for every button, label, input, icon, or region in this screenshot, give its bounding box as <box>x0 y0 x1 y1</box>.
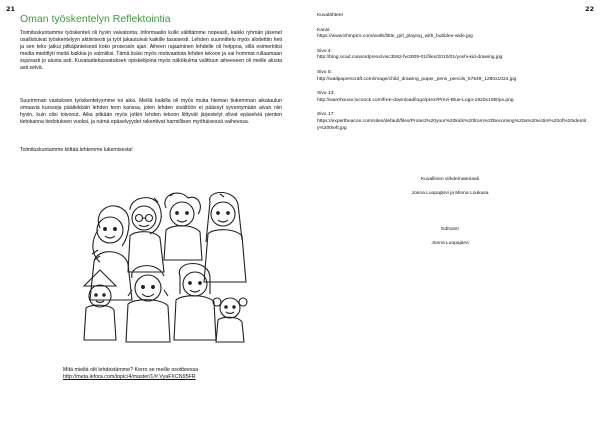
credit-url: https://expertbeacon.com/sites/default/files/Protect%20your%20kids%20from%20becoming%20a%20victim%20of%20identity%20theft.jpg <box>317 118 587 131</box>
page-number-left: 21 <box>6 5 16 13</box>
credit-url: http://blog.ocad.ca/wordpress/visc3b92-fw2009-01/files/2010/01/yoshi-kid-drawing.jpg <box>317 55 503 61</box>
image-credits <box>317 13 589 140</box>
credit-label: Sivu 13: <box>317 91 335 97</box>
credit-item <box>317 28 589 41</box>
editing-heading: Editointi <box>441 227 459 232</box>
credit-url: https://www.bhmpics.com/walls/little_girl_playing_with_bubbles-wide.jpg <box>317 34 473 40</box>
right-page <box>300 0 600 424</box>
article-title: Oman työskentelyn Reflektointia <box>20 13 171 25</box>
credit-item <box>317 91 589 104</box>
editor-name: Jonna Luopajärvi <box>431 241 469 246</box>
credits-heading: Kuvalähteet <box>317 13 343 18</box>
credit-item <box>317 112 589 132</box>
credit-url: http://warehouse.locoock.com/free-download/logo/prezi/Prezi-Blue-Logo-1920x1080px.png <box>317 97 514 103</box>
paragraph: Suurimman vastuksen työskentelyymme toi aika. Meillä kaikilla oli myös muita hieman tiukemman aikataulun omaavia kursseja päällekkäin lehden teon kanssa, joten lehden sisältöön ei päässyt syventymään aivan niin hyvin, kuin olisi toivonut. Aika pitkään myös jotkin lehden tekoon liittyvät järjestelyt olivat epäselviä pienten tietokanna tiedotuksen vuoksi, ja nämä epäselvyydet rakentivat harmillisen myöhäisessä vaiheessa. <box>20 98 282 125</box>
feedback-question: Mitä mieltä olit lehdestämme? Kerro se meille osoitteessa <box>63 367 199 373</box>
paragraph: Toimituskuntamme työskenteli oli hyvin vaivatonta; Informaatio kulki välittämme nopeasti, kaikki ryhmän jäsenet osallistuivat työskentelyyn aktiivisesti ja työt jakautuivat kaikille tasaisesti. Lehden suunnittelu myös aloitettiin heti ja sen teko jatkui pitkäjänteisesti koko prosessin ajan. Aiheen rajaaminen lehdelle oli helppoa, sillä esimerkiksi media mietittyti meitä kaikkia jo valmiiksi. Tämä lisäsi myös motivaatiota lehden tekoon ja sai hommat rullaamaan sujuvasti jo alusta asti. Kuvataidekasvatuksen opiskelijoina myös näkökulma valittuun aiheeseen oli meille alusta asti selvä. <box>20 30 282 71</box>
credit-item <box>317 70 589 83</box>
paragraph: Toimituskuntamme kiittää lehtemme lukemisesta! <box>20 147 133 153</box>
credit-label: Kansi: <box>317 27 331 33</box>
illustrations-heading: Kuvallinen viihdemateriaali <box>421 177 479 182</box>
illustrators-names: Jonna Luopajärvi ja Minna Loukusa <box>411 191 489 196</box>
credit-label: Sivu 5: <box>317 69 332 75</box>
credit-url: http://wallpaperscraft.com/image/child_drawing_paper_pens_pencils_57549_1280x1024.jpg <box>317 76 517 82</box>
feedback-section <box>63 367 198 381</box>
credit-item <box>317 49 589 62</box>
credit-label: Sivu 4: <box>317 48 332 54</box>
credit-label: Sivu 17: <box>317 112 335 118</box>
page-number-right: 22 <box>584 5 594 13</box>
feedback-link[interactable]: http://meta.lefora.com/topic/4/master/1/#.VyaFXCN95FR <box>63 374 196 381</box>
team-sketch-illustration <box>70 190 260 345</box>
